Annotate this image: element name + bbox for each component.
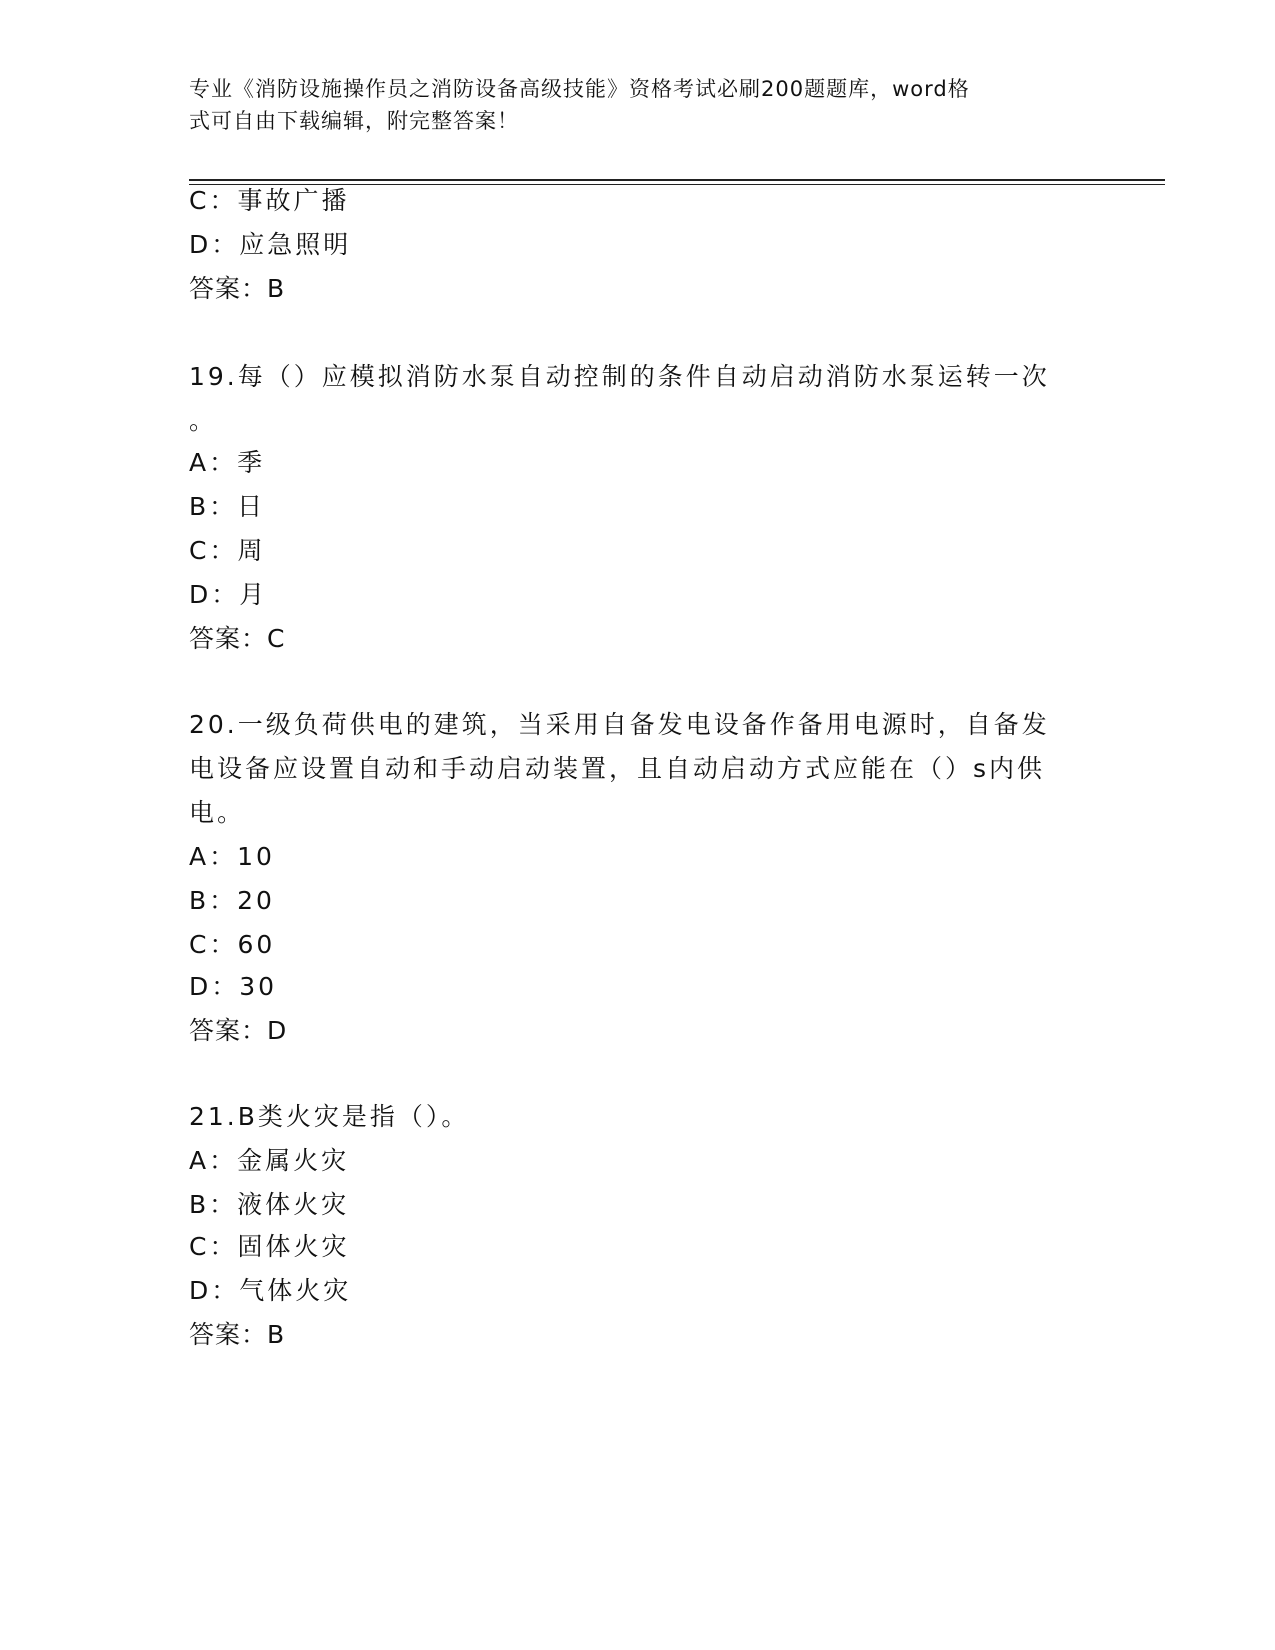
option-d: D：30 — [189, 972, 278, 1001]
answer: 答案：B — [189, 274, 286, 303]
option-d: D：月 — [189, 580, 268, 609]
option-a: A：10 — [189, 842, 275, 871]
option-c: C：周 — [189, 536, 266, 565]
answer: 答案：D — [189, 1016, 288, 1045]
header-line-2: 式可自由下载编辑，附完整答案！ — [189, 109, 519, 133]
question-stem-line-1: 19.每（）应模拟消防水泵自动控制的条件自动启动消防水泵运转一次 — [189, 362, 1050, 391]
document-header — [189, 73, 1069, 137]
question-stem-line-3: 电。 — [189, 798, 246, 827]
question-stem-line-2: 电设备应设置自动和手动启动装置，且自动启动方式应能在（）s内供 — [189, 754, 1046, 783]
answer: 答案：B — [189, 1320, 286, 1349]
option-b: B：液体火灾 — [189, 1190, 350, 1219]
option-b: B：日 — [189, 492, 266, 521]
option-a: A：季 — [189, 448, 266, 477]
header-divider-thick — [189, 179, 1165, 181]
option-b: B：20 — [189, 886, 275, 915]
question-stem-line-1: 21.B类火灾是指（）。 — [189, 1102, 470, 1131]
option-c: C：事故广播 — [189, 186, 350, 215]
option-c: C：60 — [189, 930, 276, 959]
answer: 答案：C — [189, 624, 286, 653]
option-d: D：应急照明 — [189, 230, 352, 259]
question-stem-line-1: 20.一级负荷供电的建筑，当采用自备发电设备作备用电源时，自备发 — [189, 710, 1050, 739]
question-stem-line-2: 。 — [189, 406, 218, 435]
header-line-1: 专业《消防设施操作员之消防设备高级技能》资格考试必刷200题题库，word格 — [189, 77, 970, 101]
option-a: A：金属火灾 — [189, 1146, 350, 1175]
option-d: D：气体火灾 — [189, 1276, 352, 1305]
option-c: C：固体火灾 — [189, 1232, 350, 1261]
